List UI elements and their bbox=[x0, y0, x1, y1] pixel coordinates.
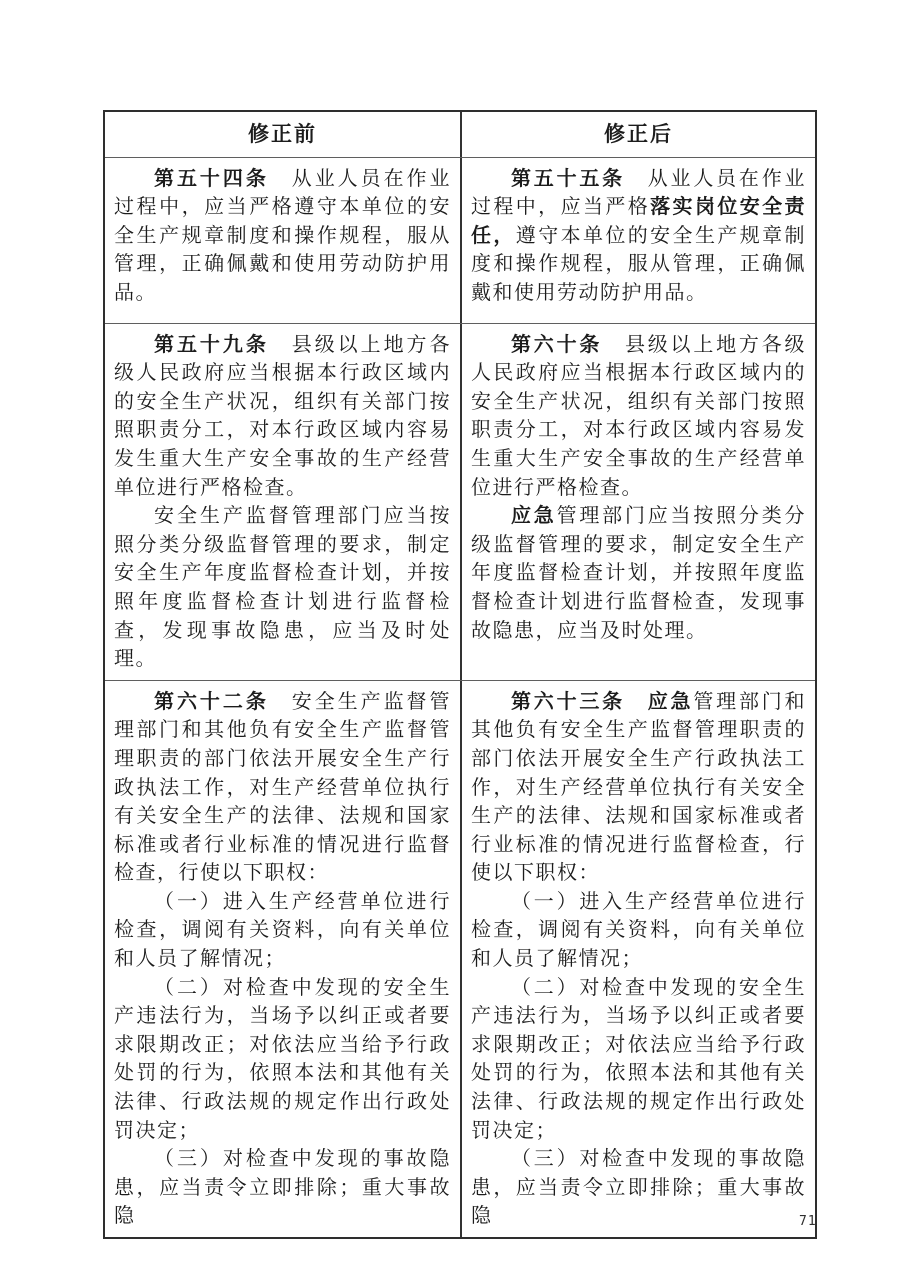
paragraph: 第五十五条 从业人员在作业过程中，应当严格落实岗位安全责任，遵守本单位的安全生产规章制度和操作规程，服从管理，正确佩戴和使用劳动防护用品。 bbox=[471, 167, 807, 304]
header-cell-before: 修正前 bbox=[248, 122, 317, 146]
table-row bbox=[105, 680, 815, 1237]
paragraph: （二）对检查中发现的安全生产违法行为，当场予以纠正或者要求限期改正；对依法应当给予行政处罚的行为，依照本法和其他有关法律、行政法规的规定作出行政处罚决定； bbox=[114, 976, 451, 1142]
paragraph: 第六十条 县级以上地方各级人民政府应当根据本行政区域内的安全生产状况，组织有关部门按照职责分工，对本行政区域内容易发生重大生产安全事故的生产经营单位进行严格检查。 bbox=[471, 333, 807, 499]
cell-article-60-after bbox=[460, 324, 815, 680]
cell-article-59-before bbox=[105, 324, 460, 680]
paragraph: 第五十四条 从业人员在作业过程中，应当严格遵守本单位的安全生产规章制度和操作规程，服从管理，正确佩戴和使用劳动防护用品。 bbox=[114, 167, 452, 304]
amendment-comparison-table bbox=[103, 110, 817, 1239]
table-row bbox=[105, 157, 815, 323]
cell-article-62-before bbox=[105, 681, 460, 1237]
cell-article-54-before bbox=[105, 158, 460, 323]
page-number: 71 bbox=[799, 1214, 817, 1229]
paragraph: 应急管理部门应当按照分类分级监督管理的要求，制定安全生产年度监督检查计划，并按照年度监督检查计划进行监督检查，发现事故隐患，应当及时处理。 bbox=[471, 505, 807, 642]
paragraph: （三）对检查中发现的事故隐患，应当责令立即排除；重大事故隐 bbox=[114, 1148, 451, 1228]
table-row bbox=[105, 323, 815, 680]
paragraph: （三）对检查中发现的事故隐患，应当责令立即排除；重大事故隐 bbox=[471, 1148, 806, 1228]
paragraph: 第五十九条 县级以上地方各级人民政府应当根据本行政区域内的安全生产状况，组织有关部门按照职责分工，对本行政区域内容易发生重大生产安全事故的生产经营单位进行严格检查。 bbox=[114, 333, 452, 499]
paragraph: 第六十二条 安全生产监督管理部门和其他负有安全生产监督管理职责的部门依法开展安全生产行政执法工作，对生产经营单位执行有关安全生产的法律、法规和国家标准或者行业标准的情况进行监督检查，行使以下职权： bbox=[114, 690, 452, 885]
paragraph: 安全生产监督管理部门应当按照分类分级监督管理的要求，制定安全生产年度监督检查计划，并按照年度监督检查计划进行监督检查，发现事故隐患，应当及时处理。 bbox=[114, 505, 451, 671]
paragraph: （二）对检查中发现的安全生产违法行为，当场予以纠正或者要求限期改正；对依法应当给予行政处罚的行为，依照本法和其他有关法律、行政法规的规定作出行政处罚决定； bbox=[471, 976, 806, 1142]
cell-article-55-after bbox=[460, 158, 815, 323]
paragraph: （一）进入生产经营单位进行检查，调阅有关资料，向有关单位和人员了解情况； bbox=[114, 890, 451, 971]
header-cell-after: 修正后 bbox=[460, 112, 815, 157]
paragraph: （一）进入生产经营单位进行检查，调阅有关资料，向有关单位和人员了解情况； bbox=[471, 890, 806, 971]
cell-article-63-after bbox=[460, 681, 815, 1237]
table-header-row bbox=[105, 112, 815, 157]
paragraph: 第六十三条 应急管理部门和其他负有安全生产监督管理职责的部门依法开展安全生产行政执法工作，对生产经营单位执行有关安全生产的法律、法规和国家标准或者行业标准的情况进行监督检查，行使以下职权： bbox=[471, 690, 807, 885]
